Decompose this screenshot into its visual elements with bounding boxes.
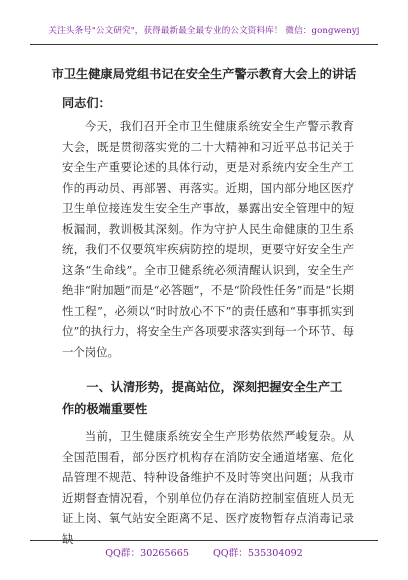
footer-qq-group-1: QQ群：30265665 <box>105 548 189 559</box>
header-banner: 关注头条号"公文研究"，获得最新最全最专业的公文资料库！ 微信：gongwenyj <box>48 26 360 36</box>
footer-qq-group-2: QQ群：535304092 <box>212 548 303 559</box>
footer <box>0 545 408 559</box>
body-paragraph-2: 当前，卫生健康系统安全生产形势依然严峻复杂。从全国范围看，部分医疗机构存在消防安全通道堵塞、危化品管理不规范、特种设备维护不及时等突出问题；从我市近期督查情况看，个别单位仍存在消防控制室值班人员无证上岗、氧气站安全距离不足、医疗废物暂存点消毒记录缺 <box>62 429 354 546</box>
salutation: 同志们： <box>62 96 111 110</box>
footer-divider <box>30 540 378 541</box>
section-heading-1: 一、认清形势，提高站位，深刻把握安全生产工作的极端重要性 <box>62 380 343 416</box>
header-divider <box>30 44 378 45</box>
document-title: 市卫生健康局党组书记在安全生产警示教育大会上的讲话 <box>51 67 357 81</box>
body-paragraph-1: 今天，我们召开全市卫生健康系统安全生产警示教育大会，既是贯彻落实党的二十大精神和习近平总书记关于安全生产重要论述的具体行动，更是对系统内安全生产工作的再动员、再部署、再落实。近期，国内部分地区医疗卫生单位接连发生安全生产事故，暴露出安全管理中的短板漏洞，教训极其深刻。作为守护人民生命健康的卫生系统，我们不仅要筑牢疾病防控的堤坝，更要守好安全生产这条“生命线”。全市卫健系统必须清醒认识到，安全生产绝非“附加题”而是“必答题”，不是“阶段性任务”而是“长期性工程”，必须以“时时放心不下”的责任感和“事事抓实到位”的执行力，将安全生产各项要求落实到每一个环节、每一个岗位。 <box>62 119 354 359</box>
